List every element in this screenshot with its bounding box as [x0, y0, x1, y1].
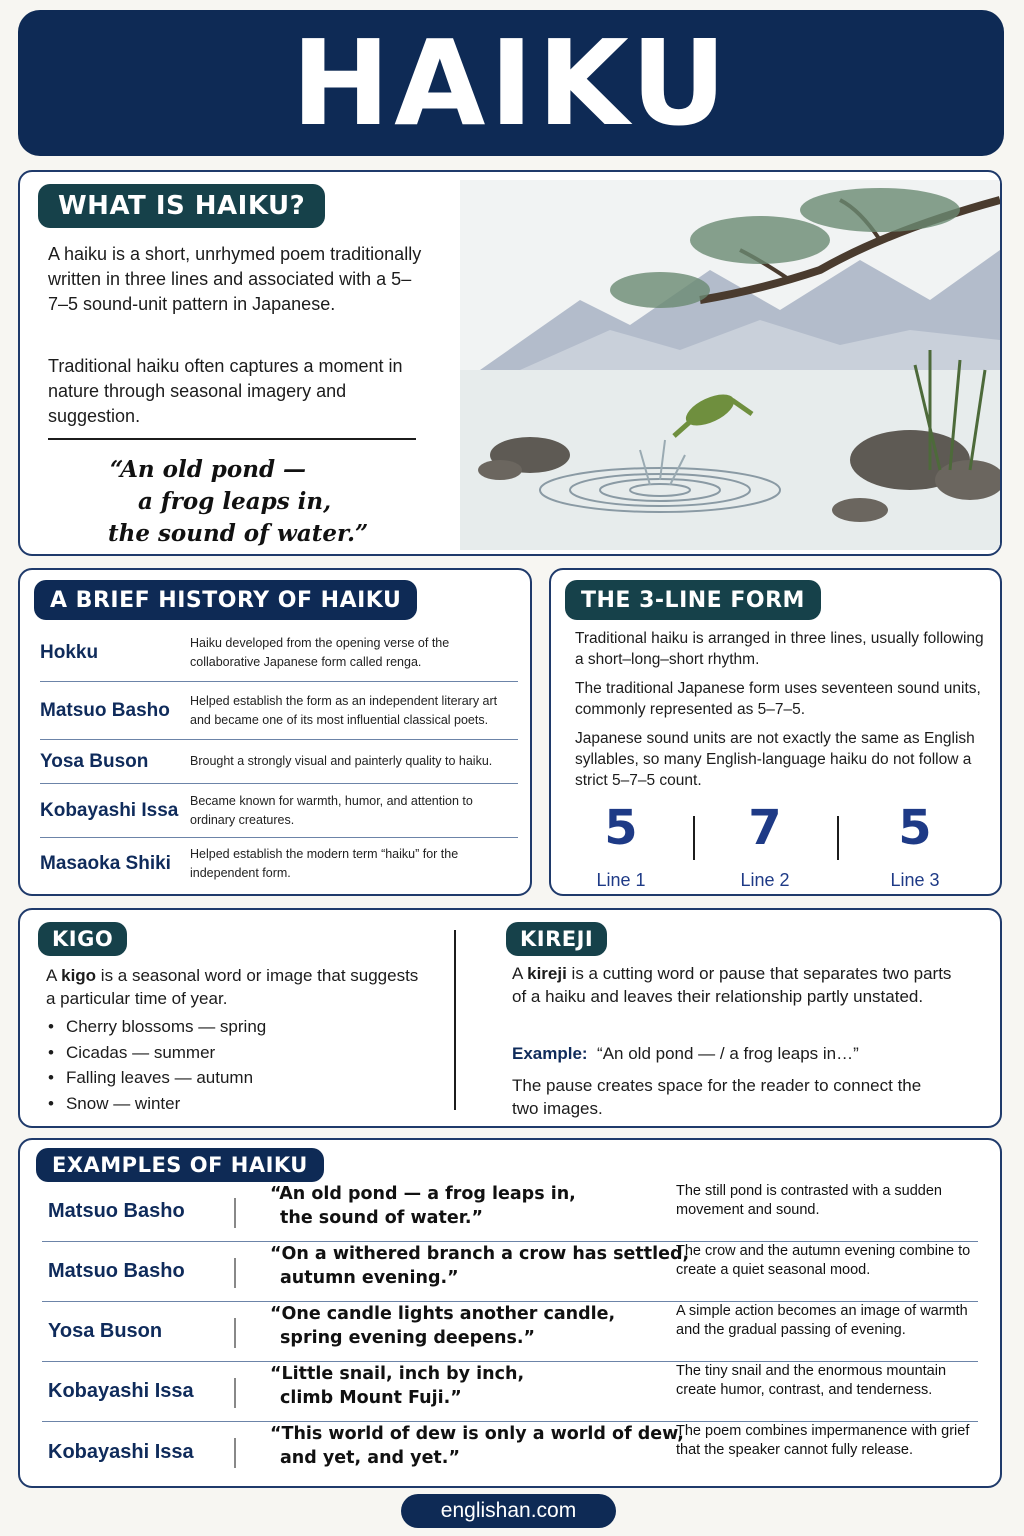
example-explanation: The tiny snail and the enormous mountain create humor, contrast, and tenderness. [676, 1363, 947, 1398]
example-row [42, 1362, 978, 1422]
page-header [18, 10, 1004, 156]
divider [837, 816, 839, 860]
footer-site-link[interactable]: englishan.com [401, 1494, 616, 1528]
history-name: Yosa Buson [40, 750, 149, 772]
history-section [18, 568, 532, 896]
example-author: Kobayashi Issa [48, 1380, 194, 1402]
frog-pond-illustration [460, 180, 1000, 550]
kigo-list [48, 1014, 266, 1116]
line-count-label: Line 2 [740, 870, 790, 890]
form-paragraph-3: Japanese sound units are not exactly the same as English syllables, so many English-language haiku do not follow a strict 5–7–5 count. [575, 730, 975, 789]
example-author: Yosa Buson [48, 1320, 163, 1342]
history-row [40, 682, 518, 740]
history-description: Helped establish the form as an independent literary art and became one of its most influential classical poets. [190, 693, 498, 727]
example-row [42, 1242, 978, 1302]
example-row [42, 1422, 978, 1482]
line-count-number: 7 [748, 800, 782, 856]
example-label: Example: [512, 1044, 588, 1063]
line-count-label: Line 3 [890, 870, 940, 890]
line-count [705, 800, 825, 891]
history-name: Hokku [40, 641, 99, 663]
history-name: Matsuo Basho [40, 699, 170, 721]
form-paragraph-2: The traditional Japanese form uses seventeen sound units, commonly represented as 5–7–5. [575, 680, 981, 718]
three-line-form-section [549, 568, 1002, 896]
kigo-term: kigo [61, 966, 97, 985]
example-haiku: “An old pond — a frog leaps in, the sound of water.” [270, 1184, 576, 1228]
divider [234, 1318, 236, 1348]
kireji-heading: KIREJI [506, 922, 607, 956]
example-explanation: The still pond is contrasted with a sudden movement and sound. [676, 1183, 942, 1218]
example-explanation: A simple action becomes an image of warmth and the gradual passing of evening. [676, 1303, 968, 1338]
examples-section [18, 1138, 1002, 1488]
divider [234, 1198, 236, 1228]
line-count-number: 5 [604, 800, 638, 856]
line-count [561, 800, 681, 891]
history-description: Haiku developed from the opening verse of the collaborative Japanese form called renga. [190, 635, 450, 669]
example-row [42, 1302, 978, 1362]
kireji-definition: A kireji is a cutting word or pause that separates two parts of a haiku and leaves their relationship partly unstated. [512, 964, 952, 1006]
history-description: Helped establish the modern term “haiku” for the independent form. [190, 847, 459, 880]
history-row [40, 784, 518, 838]
kigo-kireji-section [18, 908, 1002, 1128]
line-count [855, 800, 975, 891]
three-line-form-heading: THE 3-LINE FORM [565, 580, 821, 620]
kireji-closing: The pause creates space for the reader to connect the two images. [512, 1076, 922, 1118]
kigo-definition: A kigo is a seasonal word or image that suggests a particular time of year. [46, 966, 419, 1008]
history-row [40, 624, 518, 682]
form-paragraph-1: Traditional haiku is arranged in three lines, usually following a short–long–short rhythm. [575, 630, 984, 668]
history-row [40, 740, 518, 784]
history-row [40, 838, 518, 890]
divider [693, 816, 695, 860]
line-count-number: 5 [898, 800, 932, 856]
list-item: • Cherry blossoms — spring [48, 1014, 266, 1040]
what-is-haiku-section [18, 170, 1002, 556]
example-haiku: “This world of dew is only a world of dew, and yet, and yet.” [270, 1424, 684, 1468]
example-explanation: The crow and the autumn evening combine to create a quiet seasonal mood. [676, 1243, 971, 1278]
what-is-haiku-paragraph-1: A haiku is a short, unrhymed poem traditionally written in three lines and associated with a 5–7–5 sound-unit pattern in Japanese. [48, 244, 422, 314]
syllable-counts [561, 800, 993, 892]
example-author: Matsuo Basho [48, 1200, 185, 1222]
examples-heading: EXAMPLES OF HAIKU [36, 1148, 324, 1182]
page-title: HAIKU [291, 14, 731, 152]
kireji-example [512, 1042, 952, 1065]
example-author: Kobayashi Issa [48, 1440, 194, 1463]
quote-line: the sound of water.” [108, 520, 369, 547]
example-haiku: “On a withered branch a crow has settled, autumn evening.” [270, 1244, 690, 1288]
line-count-label: Line 1 [596, 870, 646, 890]
divider [454, 930, 456, 1110]
example-text: “An old pond — / a frog leaps in…” [597, 1044, 859, 1063]
featured-haiku-quote [48, 454, 416, 550]
example-author: Matsuo Basho [48, 1260, 185, 1282]
quote-line: “An old pond — [110, 456, 307, 483]
history-name: Masaoka Shiki [40, 853, 171, 874]
example-explanation: The poem combines impermanence with grief that the speaker cannot fully release. [676, 1423, 970, 1458]
example-haiku: “Little snail, inch by inch, climb Mount Fuji.” [270, 1364, 525, 1408]
what-is-haiku-heading: WHAT IS HAIKU? [38, 184, 325, 228]
divider [234, 1258, 236, 1288]
divider [234, 1438, 236, 1468]
list-item: • Cicadas — summer [48, 1040, 266, 1066]
kigo-heading: KIGO [38, 922, 127, 956]
history-name: Kobayashi Issa [40, 799, 179, 821]
divider [234, 1378, 236, 1408]
divider [48, 438, 416, 440]
history-description: Became known for warmth, humor, and attention to ordinary creatures. [190, 793, 473, 827]
example-row [42, 1182, 978, 1242]
list-item: • Falling leaves — autumn [48, 1065, 266, 1091]
kireji-term: kireji [527, 964, 567, 983]
example-haiku: “One candle lights another candle, spring evening deepens.” [270, 1304, 616, 1348]
history-heading: A BRIEF HISTORY OF HAIKU [34, 580, 417, 620]
quote-line: a frog leaps in, [138, 488, 332, 515]
what-is-haiku-paragraph-2: Traditional haiku often captures a moment in nature through seasonal imagery and suggestion. [48, 356, 403, 426]
history-description: Brought a strongly visual and painterly quality to haiku. [190, 754, 493, 768]
list-item: • Snow — winter [48, 1091, 266, 1117]
